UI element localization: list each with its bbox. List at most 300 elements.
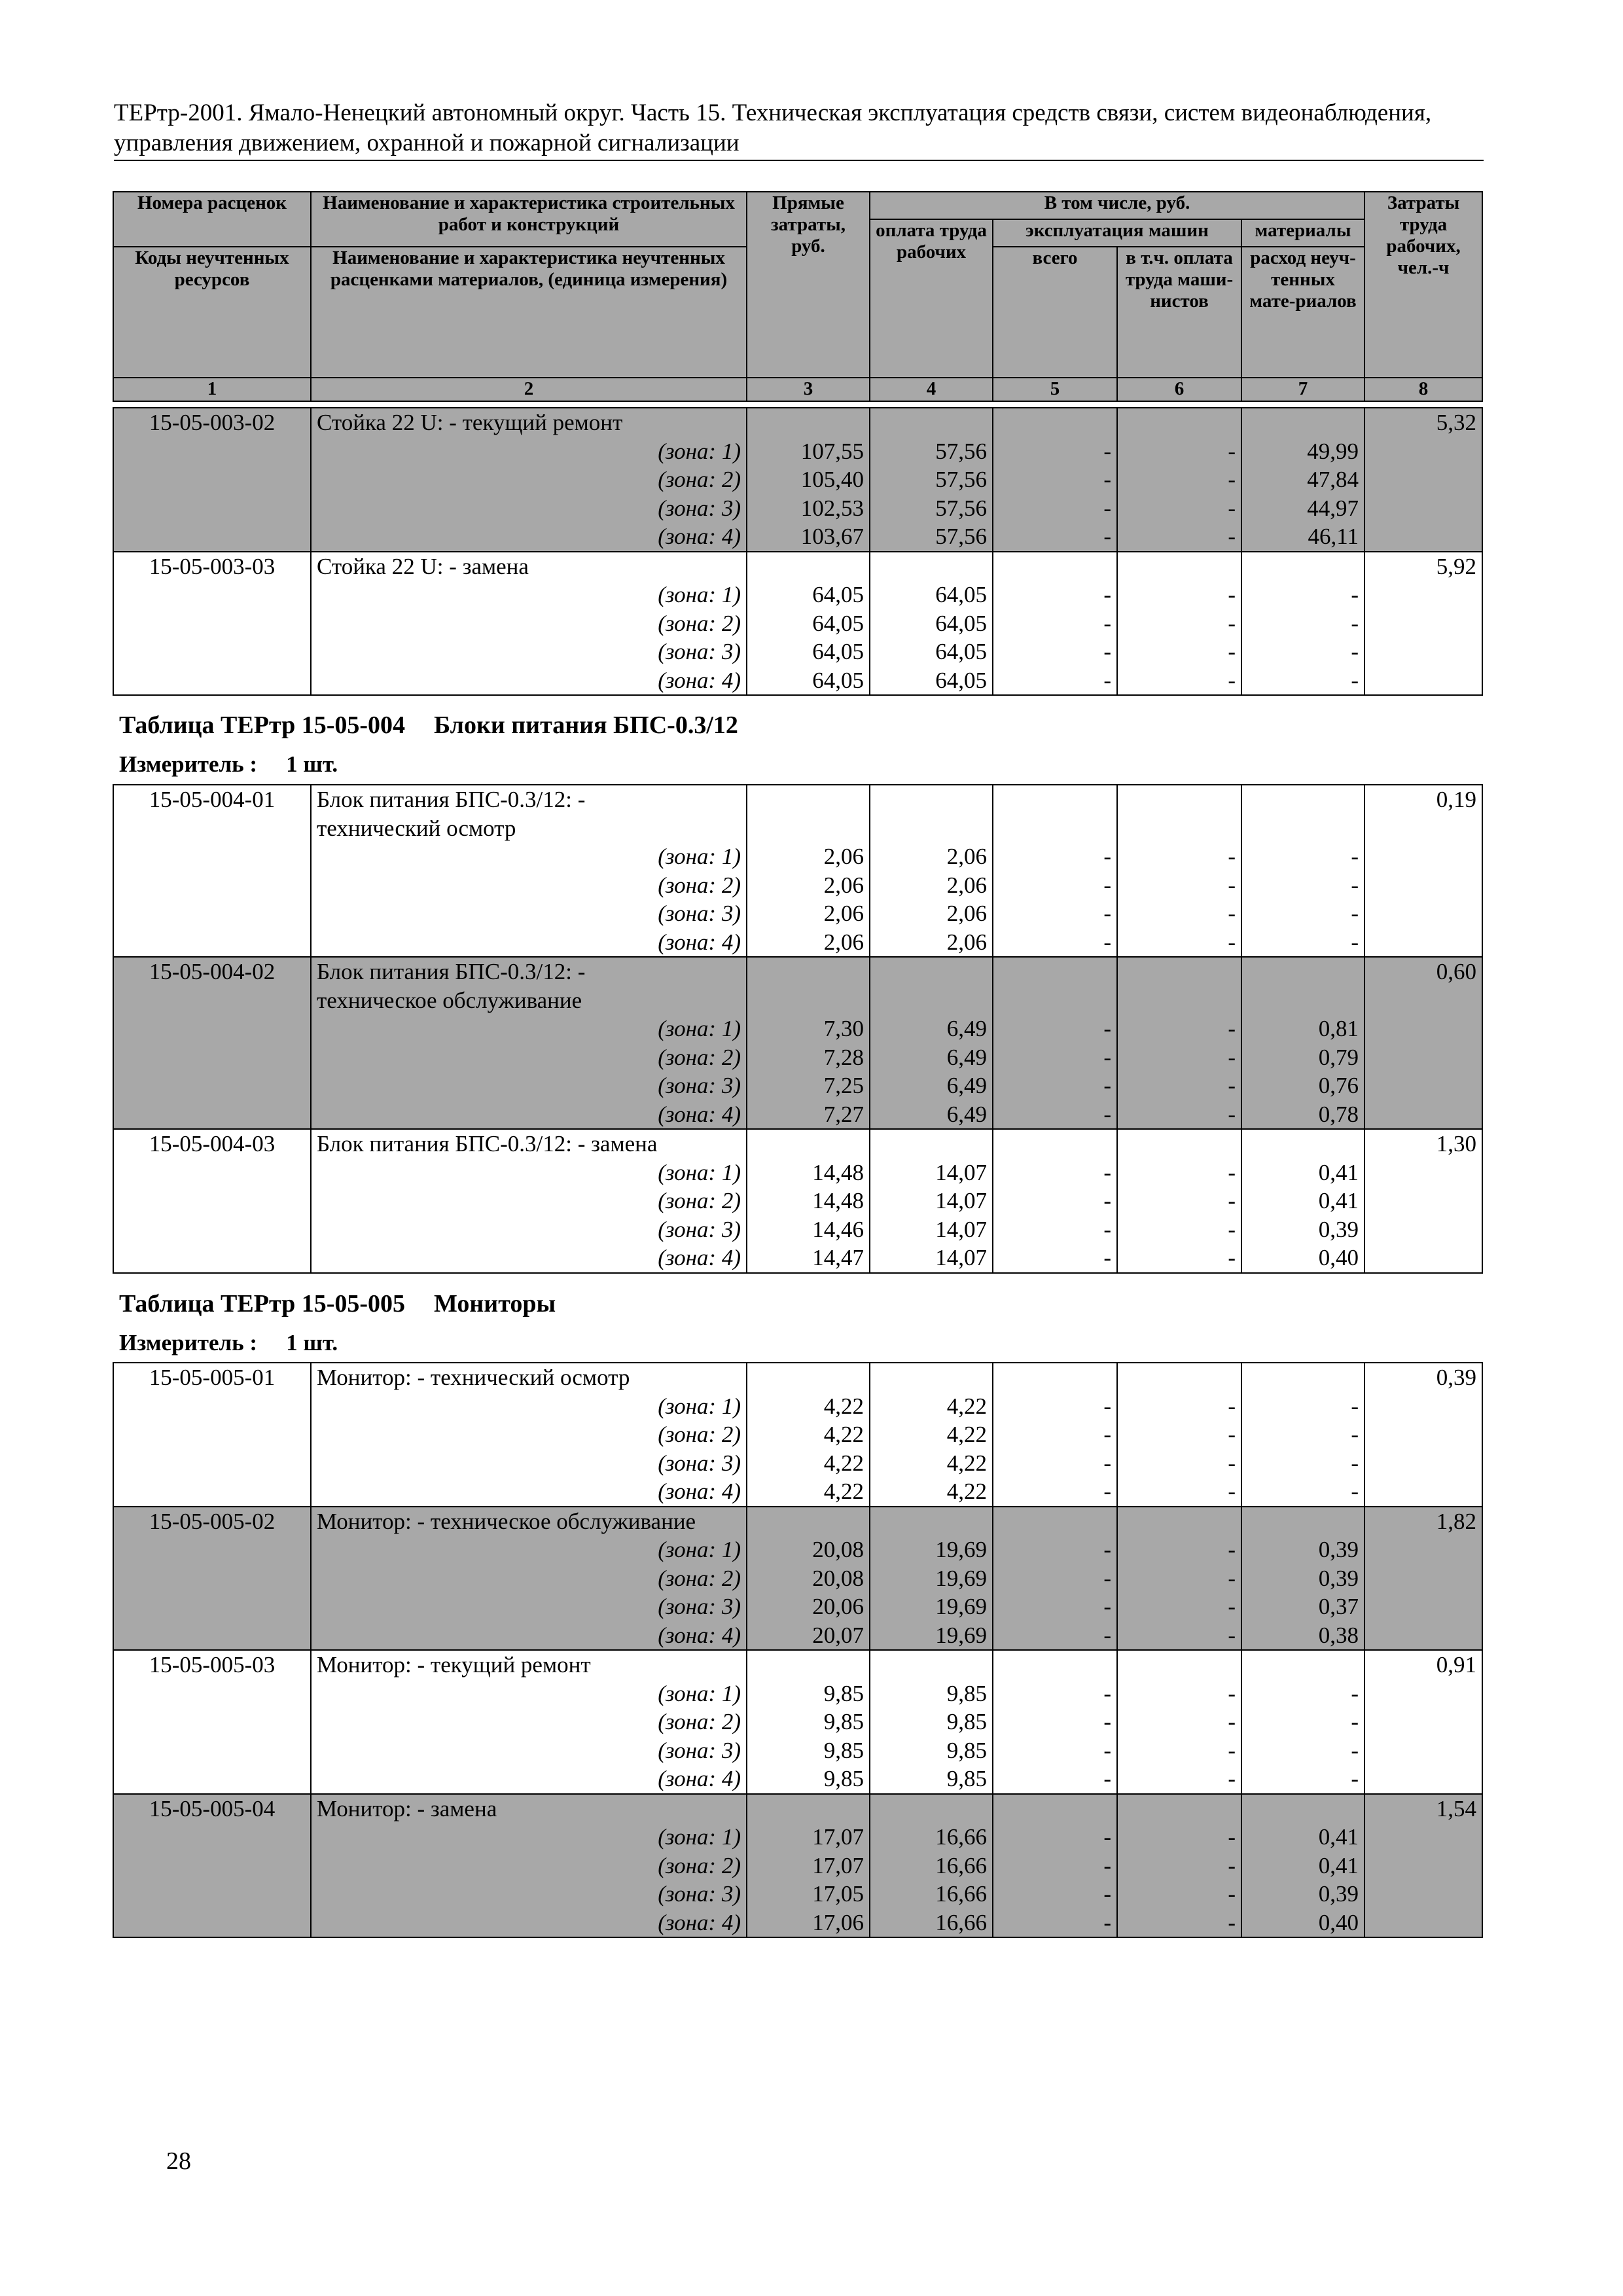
materials-cost	[1241, 408, 1364, 552]
materials-cost-value: -	[1351, 667, 1359, 693]
materials-cost-value: 0,81	[1318, 1016, 1359, 1041]
worker-wages	[870, 957, 993, 1129]
zone-label: (зона: 2)	[658, 1565, 741, 1591]
rate-description	[311, 408, 747, 552]
worker-wages-value: 2,06	[946, 844, 987, 869]
materials-cost-value: -	[1351, 1766, 1359, 1791]
unit-of-measure	[119, 751, 338, 778]
machines-total-value: -	[1103, 1245, 1111, 1270]
worker-wages-value: 4,22	[946, 1422, 987, 1447]
machines-total-value: -	[1103, 1422, 1111, 1447]
direct-cost-value: 17,07	[812, 1824, 864, 1850]
header-operator-wages: в т.ч. оплата труда маши-нистов	[1117, 247, 1241, 378]
operator-wages-value: -	[1228, 610, 1236, 636]
machines-total	[993, 408, 1117, 552]
labor-costs-value: 5,92	[1436, 553, 1476, 579]
rates-table	[113, 784, 1483, 1274]
header-machines-total: всего	[993, 247, 1117, 378]
worker-wages-value: 6,49	[946, 1101, 987, 1127]
operator-wages	[1117, 1507, 1241, 1651]
machines-total	[993, 1363, 1117, 1507]
zone-label: (зона: 2)	[658, 467, 741, 492]
machines-total-value: -	[1103, 1852, 1111, 1878]
machines-total-value: -	[1103, 1016, 1111, 1041]
work-name: технический осмотр	[317, 815, 516, 841]
machines-total-value: -	[1103, 929, 1111, 955]
header-labor-costs: Затраты труда рабочих, чел.-ч	[1364, 192, 1482, 378]
zone-label: (зона: 1)	[658, 844, 741, 869]
worker-wages	[870, 1794, 993, 1938]
operator-wages-value: -	[1228, 1680, 1236, 1706]
worker-wages-value: 19,69	[935, 1537, 987, 1562]
machines-total	[993, 1650, 1117, 1794]
worker-wages-value: 2,06	[946, 901, 987, 926]
direct-cost-value: 9,85	[823, 1766, 864, 1791]
labor-costs	[1364, 785, 1482, 957]
direct-cost-value: 20,06	[812, 1594, 864, 1619]
machines-total	[993, 1794, 1117, 1938]
labor-costs-value: 1,54	[1436, 1795, 1476, 1821]
operator-wages-value: -	[1228, 1594, 1236, 1619]
operator-wages-value: -	[1228, 1216, 1236, 1242]
materials-cost-value: 0,39	[1318, 1565, 1359, 1591]
direct-cost	[747, 1507, 870, 1651]
direct-cost-value: 2,06	[823, 901, 864, 926]
labor-costs-value: 0,60	[1436, 959, 1476, 984]
machines-total-value: -	[1103, 901, 1111, 926]
direct-cost-value: 2,06	[823, 929, 864, 955]
worker-wages-value: 4,22	[946, 1479, 987, 1504]
materials-cost	[1241, 1129, 1364, 1273]
zone-label: (зона: 3)	[658, 1881, 741, 1907]
materials-cost-value: 0,41	[1318, 1852, 1359, 1878]
table-row	[113, 957, 1482, 1129]
materials-cost-value: 49,99	[1307, 438, 1359, 464]
direct-cost	[747, 408, 870, 552]
machines-total	[993, 785, 1117, 957]
worker-wages-value: 6,49	[946, 1016, 987, 1041]
table-column-header	[113, 191, 1483, 402]
machines-total	[993, 552, 1117, 696]
worker-wages	[870, 1507, 993, 1651]
worker-wages	[870, 1650, 993, 1794]
table-row	[113, 785, 1482, 957]
zone-label: (зона: 2)	[658, 610, 741, 636]
operator-wages-value: -	[1228, 1709, 1236, 1734]
machines-total-value: -	[1103, 467, 1111, 492]
direct-cost-value: 14,47	[812, 1245, 864, 1270]
worker-wages-value: 16,66	[935, 1852, 987, 1878]
machines-total-value: -	[1103, 1188, 1111, 1213]
direct-cost-value: 2,06	[823, 844, 864, 869]
worker-wages-value: 4,22	[946, 1393, 987, 1419]
labor-costs	[1364, 552, 1482, 696]
zone-label: (зона: 1)	[658, 1393, 741, 1419]
direct-cost-value: 9,85	[823, 1709, 864, 1734]
materials-cost-value: 0,41	[1318, 1159, 1359, 1185]
direct-cost-value: 17,06	[812, 1909, 864, 1935]
labor-costs-value: 0,39	[1436, 1365, 1476, 1390]
materials-cost-value: 46,11	[1308, 524, 1359, 549]
table-title	[119, 1289, 556, 1318]
worker-wages	[870, 552, 993, 696]
direct-cost-value: 103,67	[800, 524, 864, 549]
materials-cost-value: 0,37	[1318, 1594, 1359, 1619]
materials-cost	[1241, 1794, 1364, 1938]
worker-wages-value: 57,56	[935, 467, 987, 492]
table-row	[113, 1794, 1482, 1938]
materials-cost-value: 44,97	[1307, 495, 1359, 521]
operator-wages-value: -	[1228, 524, 1236, 549]
materials-cost-value: 0,39	[1318, 1881, 1359, 1907]
direct-cost-value: 64,05	[812, 667, 864, 693]
zone-label: (зона: 1)	[658, 582, 741, 607]
materials-cost-value: -	[1351, 1737, 1359, 1763]
header-direct-costs: Прямые затраты, руб.	[747, 192, 870, 378]
zone-label: (зона: 2)	[658, 1044, 741, 1070]
table-row	[113, 1507, 1482, 1651]
labor-costs	[1364, 957, 1482, 1129]
rate-code	[113, 408, 311, 552]
work-name: Стойка 22 U: - замена	[317, 553, 529, 579]
worker-wages-value: 6,49	[946, 1044, 987, 1070]
direct-cost-value: 105,40	[800, 467, 864, 492]
machines-total-value: -	[1103, 1881, 1111, 1907]
machines-total-value: -	[1103, 1159, 1111, 1185]
worker-wages-value: 9,85	[946, 1766, 987, 1791]
materials-cost-value: 0,79	[1318, 1044, 1359, 1070]
machines-total-value: -	[1103, 1680, 1111, 1706]
materials-cost-value: -	[1351, 639, 1359, 664]
materials-cost-value: 0,41	[1318, 1824, 1359, 1850]
unit-value: 1 шт.	[286, 751, 338, 777]
machines-total-value: -	[1103, 1537, 1111, 1562]
header-rate-numbers: Номера расценок	[113, 192, 311, 247]
zone-label: (зона: 1)	[658, 438, 741, 464]
worker-wages-value: 64,05	[935, 639, 987, 664]
worker-wages	[870, 785, 993, 957]
direct-cost	[747, 1363, 870, 1507]
direct-cost-value: 4,22	[823, 1393, 864, 1419]
rate-description	[311, 957, 747, 1129]
direct-cost-value: 4,22	[823, 1450, 864, 1476]
operator-wages	[1117, 957, 1241, 1129]
operator-wages-value: -	[1228, 1044, 1236, 1070]
labor-costs	[1364, 1794, 1482, 1938]
operator-wages-value: -	[1228, 582, 1236, 607]
materials-cost-value: 0,76	[1318, 1073, 1359, 1098]
materials-cost-value: -	[1351, 1709, 1359, 1734]
direct-cost	[747, 1794, 870, 1938]
rate-code	[113, 1794, 311, 1938]
operator-wages	[1117, 408, 1241, 552]
rate-code	[113, 1507, 311, 1651]
operator-wages-value: -	[1228, 1909, 1236, 1935]
machines-total-value: -	[1103, 1709, 1111, 1734]
machines-total	[993, 1129, 1117, 1273]
materials-cost-value: -	[1351, 929, 1359, 955]
machines-total-value: -	[1103, 1450, 1111, 1476]
rate-code-value: 15-05-004-01	[149, 787, 276, 812]
direct-cost-value: 107,55	[800, 438, 864, 464]
zone-label: (зона: 1)	[658, 1824, 741, 1850]
machines-total-value: -	[1103, 1073, 1111, 1098]
rate-code-value: 15-05-003-02	[149, 410, 276, 435]
operator-wages	[1117, 1129, 1241, 1273]
rate-description	[311, 785, 747, 957]
zone-label: (зона: 4)	[658, 667, 741, 693]
rate-code	[113, 1363, 311, 1507]
worker-wages-value: 57,56	[935, 524, 987, 549]
operator-wages-value: -	[1228, 1073, 1236, 1098]
rate-code-value: 15-05-005-03	[149, 1652, 276, 1677]
labor-costs	[1364, 1650, 1482, 1794]
header-rule	[114, 160, 1484, 161]
running-header: ТЕРтр-2001. Ямало-Ненецкий автономный округ. Часть 15. Техническая эксплуатация средств связи, систем видеонаблюдения, управления движением, охранной и пожарной сигнализации	[114, 99, 1432, 156]
operator-wages-value: -	[1228, 1622, 1236, 1648]
worker-wages-value: 57,56	[935, 438, 987, 464]
column-number: 7	[1241, 378, 1364, 401]
work-name: Монитор: - текущий ремонт	[317, 1652, 591, 1677]
materials-cost-value: 0,40	[1318, 1909, 1359, 1935]
machines-total-value: -	[1103, 1737, 1111, 1763]
zone-label: (зона: 3)	[658, 1450, 741, 1476]
rate-code-value: 15-05-005-01	[149, 1365, 276, 1390]
direct-cost-value: 9,85	[823, 1680, 864, 1706]
header-material-consumption: расход неуч-тенных мате-риалов	[1241, 247, 1364, 378]
machines-total-value: -	[1103, 582, 1111, 607]
column-number: 4	[870, 378, 993, 401]
direct-cost	[747, 957, 870, 1129]
operator-wages-value: -	[1228, 901, 1236, 926]
header-machines-group: эксплуатация машин	[993, 219, 1241, 247]
worker-wages-value: 64,05	[935, 610, 987, 636]
header-worker-wages: оплата труда рабочих	[870, 219, 993, 378]
work-name: Монитор: - техническое обслуживание	[317, 1508, 696, 1534]
table-row	[113, 552, 1482, 696]
operator-wages	[1117, 1794, 1241, 1938]
operator-wages-value: -	[1228, 1852, 1236, 1878]
machines-total-value: -	[1103, 872, 1111, 898]
operator-wages-value: -	[1228, 1450, 1236, 1476]
materials-cost-value: -	[1351, 1393, 1359, 1419]
labor-costs	[1364, 1363, 1482, 1507]
direct-cost-value: 14,48	[812, 1188, 864, 1213]
materials-cost-value: -	[1351, 1479, 1359, 1504]
operator-wages	[1117, 1650, 1241, 1794]
materials-cost-value: -	[1351, 1680, 1359, 1706]
unit-label: Измеритель :	[119, 1330, 258, 1355]
rate-description	[311, 1794, 747, 1938]
worker-wages-value: 6,49	[946, 1073, 987, 1098]
operator-wages-value: -	[1228, 467, 1236, 492]
labor-costs	[1364, 1129, 1482, 1273]
materials-cost-value: 0,41	[1318, 1188, 1359, 1213]
rate-code	[113, 1129, 311, 1273]
operator-wages-value: -	[1228, 1393, 1236, 1419]
labor-costs	[1364, 1507, 1482, 1651]
direct-cost-value: 17,05	[812, 1881, 864, 1907]
worker-wages-value: 19,69	[935, 1565, 987, 1591]
zone-label: (зона: 4)	[658, 524, 741, 549]
machines-total-value: -	[1103, 1824, 1111, 1850]
materials-cost	[1241, 1363, 1364, 1507]
operator-wages-value: -	[1228, 438, 1236, 464]
rate-code-value: 15-05-004-02	[149, 959, 276, 984]
table-title	[119, 711, 738, 740]
worker-wages-value: 16,66	[935, 1909, 987, 1935]
zone-label: (зона: 3)	[658, 1073, 741, 1098]
machines-total-value: -	[1103, 524, 1111, 549]
materials-cost-value: -	[1351, 901, 1359, 926]
rate-code	[113, 1650, 311, 1794]
direct-cost	[747, 1129, 870, 1273]
rate-code-value: 15-05-005-02	[149, 1508, 276, 1534]
zone-label: (зона: 1)	[658, 1537, 741, 1562]
worker-wages	[870, 1129, 993, 1273]
worker-wages-value: 19,69	[935, 1622, 987, 1648]
table-name: Мониторы	[434, 1290, 556, 1318]
labor-costs-value: 1,30	[1436, 1131, 1476, 1157]
worker-wages-value: 2,06	[946, 872, 987, 898]
zone-label: (зона: 4)	[658, 1622, 741, 1648]
machines-total-value: -	[1103, 1393, 1111, 1419]
rates-table	[113, 407, 1483, 696]
operator-wages-value: -	[1228, 1537, 1236, 1562]
zone-label: (зона: 4)	[658, 1909, 741, 1935]
unit-of-measure	[119, 1330, 338, 1356]
operator-wages-value: -	[1228, 667, 1236, 693]
zone-label: (зона: 4)	[658, 1766, 741, 1791]
machines-total-value: -	[1103, 610, 1111, 636]
worker-wages-value: 64,05	[935, 582, 987, 607]
direct-cost-value: 9,85	[823, 1737, 864, 1763]
direct-cost-value: 14,48	[812, 1159, 864, 1185]
rate-description	[311, 1129, 747, 1273]
worker-wages-value: 14,07	[935, 1216, 987, 1242]
table-row	[113, 408, 1482, 552]
work-name: Монитор: - технический осмотр	[317, 1365, 630, 1390]
machines-total-value: -	[1103, 1479, 1111, 1504]
work-name: Блок питания БПС-0.3/12: -	[317, 959, 586, 984]
table-row	[113, 1129, 1482, 1273]
zone-label: (зона: 3)	[658, 1737, 741, 1763]
work-name: техническое обслуживание	[317, 987, 582, 1013]
column-numbers-row	[113, 378, 1482, 401]
direct-cost-value: 64,05	[812, 582, 864, 607]
materials-cost-value: -	[1351, 1450, 1359, 1476]
labor-costs-value: 0,91	[1436, 1652, 1476, 1677]
direct-cost-value: 14,46	[812, 1216, 864, 1242]
zone-label: (зона: 3)	[658, 639, 741, 664]
machines-total	[993, 1507, 1117, 1651]
operator-wages-value: -	[1228, 1016, 1236, 1041]
worker-wages-value: 19,69	[935, 1594, 987, 1619]
direct-cost-value: 4,22	[823, 1479, 864, 1504]
materials-cost-value: -	[1351, 1422, 1359, 1447]
operator-wages-value: -	[1228, 1479, 1236, 1504]
table-code: Таблица ТЕРтр 15-05-004	[119, 711, 406, 739]
materials-cost	[1241, 785, 1364, 957]
direct-cost-value: 7,30	[823, 1016, 864, 1041]
table-row	[113, 1363, 1482, 1507]
machines-total-value: -	[1103, 438, 1111, 464]
operator-wages	[1117, 1363, 1241, 1507]
rates-table	[113, 1362, 1483, 1938]
machines-total-value: -	[1103, 495, 1111, 521]
labor-costs-value: 5,32	[1436, 410, 1476, 435]
direct-cost	[747, 1650, 870, 1794]
direct-cost-value: 2,06	[823, 872, 864, 898]
rate-description	[311, 1650, 747, 1794]
zone-label: (зона: 1)	[658, 1159, 741, 1185]
direct-cost-value: 64,05	[812, 639, 864, 664]
operator-wages-value: -	[1228, 1824, 1236, 1850]
labor-costs	[1364, 408, 1482, 552]
rate-code-value: 15-05-003-03	[149, 553, 276, 579]
machines-total-value: -	[1103, 1101, 1111, 1127]
operator-wages-value: -	[1228, 1245, 1236, 1270]
machines-total-value: -	[1103, 667, 1111, 693]
table-name: Блоки питания БПС-0.3/12	[434, 711, 738, 739]
rate-description	[311, 1507, 747, 1651]
materials-cost-value: -	[1351, 610, 1359, 636]
operator-wages-value: -	[1228, 1422, 1236, 1447]
header-material-names: Наименование и характеристика неучтенных расценками материалов, (единица измерения)	[311, 247, 747, 378]
zone-label: (зона: 1)	[658, 1016, 741, 1041]
zone-label: (зона: 1)	[658, 1680, 741, 1706]
header-resource-codes: Коды неучтенных ресурсов	[113, 247, 311, 378]
zone-label: (зона: 3)	[658, 495, 741, 521]
materials-cost	[1241, 1507, 1364, 1651]
work-name: Блок питания БПС-0.3/12: -	[317, 787, 586, 812]
materials-cost-value: -	[1351, 844, 1359, 869]
zone-label: (зона: 2)	[658, 1188, 741, 1213]
worker-wages-value: 14,07	[935, 1245, 987, 1270]
operator-wages-value: -	[1228, 1565, 1236, 1591]
rate-code	[113, 552, 311, 696]
zone-label: (зона: 3)	[658, 1216, 741, 1242]
work-name: Стойка 22 U: - текущий ремонт	[317, 410, 623, 435]
column-number: 2	[311, 378, 747, 401]
worker-wages-value: 9,85	[946, 1709, 987, 1734]
zone-label: (зона: 4)	[658, 1101, 741, 1127]
worker-wages-value: 9,85	[946, 1737, 987, 1763]
zone-label: (зона: 3)	[658, 901, 741, 926]
header-materials-group: материалы	[1241, 219, 1364, 247]
machines-total-value: -	[1103, 639, 1111, 664]
machines-total-value: -	[1103, 1216, 1111, 1242]
zone-label: (зона: 2)	[658, 872, 741, 898]
rate-code	[113, 785, 311, 957]
zone-label: (зона: 4)	[658, 929, 741, 955]
column-number: 1	[113, 378, 311, 401]
worker-wages-value: 9,85	[946, 1680, 987, 1706]
header-work-name: Наименование и характеристика строительных работ и конструкций	[311, 192, 747, 247]
operator-wages-value: -	[1228, 1737, 1236, 1763]
materials-cost-value: 0,38	[1318, 1622, 1359, 1648]
direct-cost-value: 17,07	[812, 1852, 864, 1878]
labor-costs-value: 1,82	[1436, 1508, 1476, 1534]
column-number: 8	[1364, 378, 1482, 401]
operator-wages-value: -	[1228, 1766, 1236, 1791]
unit-label: Измеритель :	[119, 751, 258, 777]
worker-wages-value: 4,22	[946, 1450, 987, 1476]
machines-total	[993, 957, 1117, 1129]
direct-cost	[747, 785, 870, 957]
machines-total-value: -	[1103, 1766, 1111, 1791]
materials-cost-value: -	[1351, 872, 1359, 898]
